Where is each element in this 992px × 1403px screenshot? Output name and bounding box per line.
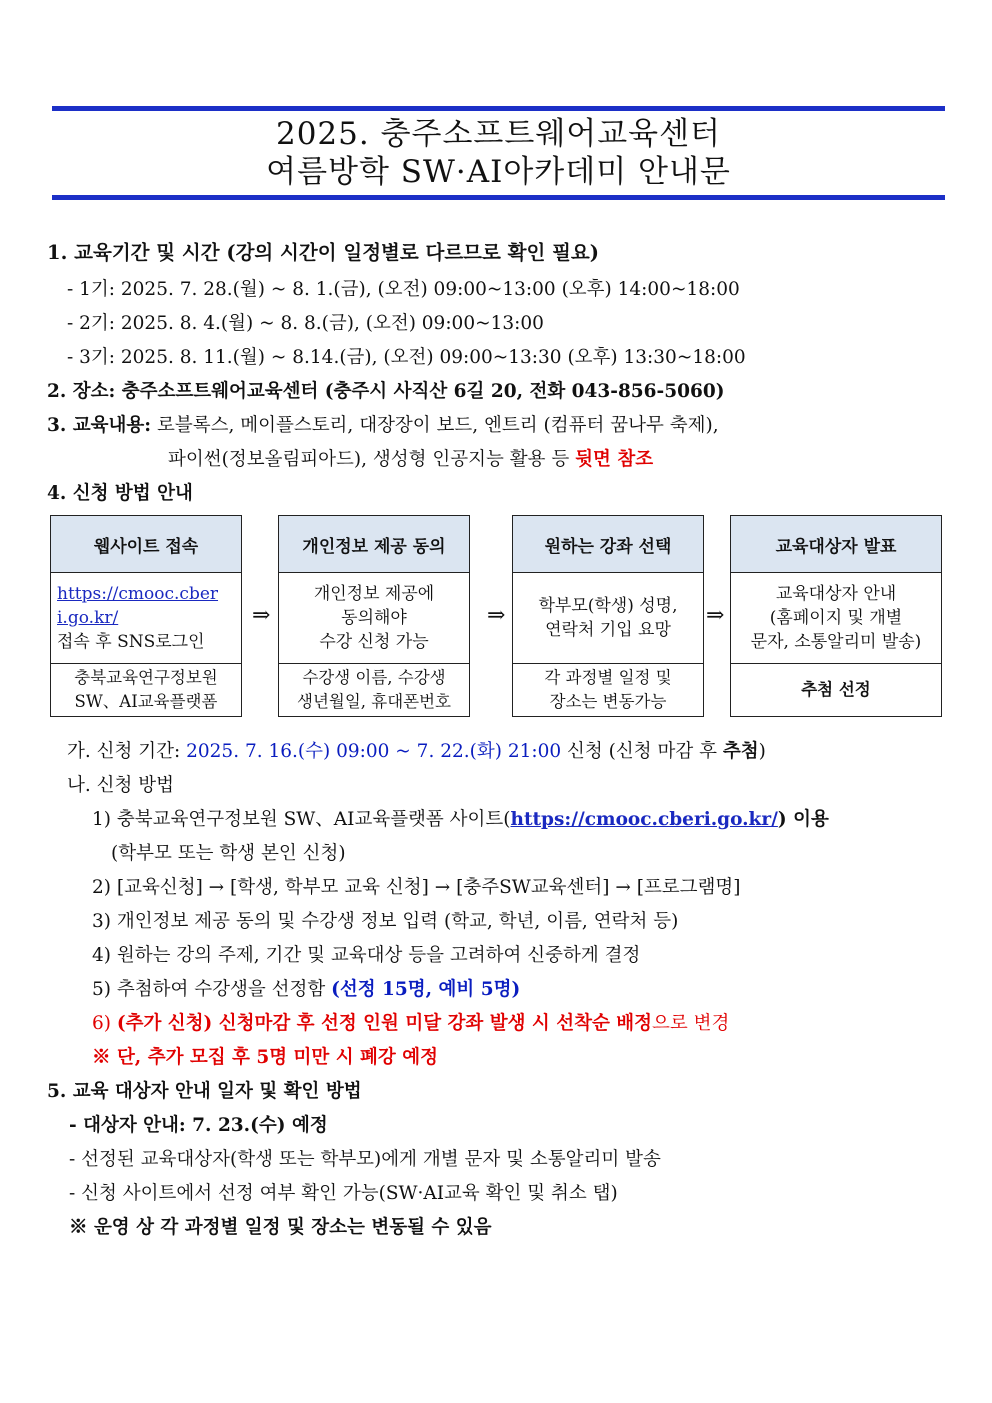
flow-step-course [512, 515, 704, 717]
section4-heading: 4. 신청 방법 안내 [47, 483, 193, 504]
method-step-3: 3) 개인정보 제공 동의 및 수강생 정보 입력 (학교, 학년, 이름, 연락처 등) [92, 911, 679, 932]
session-2: - 2기: 2025. 8. 4.(월) ~ 8. 8.(금), (오전) 09:00~13:00 [67, 313, 544, 334]
flow-step-course-title: 원하는 강좌 선택 [513, 516, 703, 573]
flow-step-website-title: 웹사이트 접속 [51, 516, 241, 573]
document-body [47, 233, 947, 1245]
sns-login-text: 접속 후 SNS로그인 [57, 632, 205, 652]
notification-method: - 선정된 교육대상자(학생 또는 학부모)에게 개별 문자 및 소통알리미 발송 [69, 1149, 661, 1170]
method-step-1-note: (학부모 또는 학생 본인 신청) [111, 843, 346, 864]
cmooc-site-link[interactable]: https://cmooc.cberi.go.kr/ [510, 809, 778, 830]
session-1: - 1기: 2025. 7. 28.(월) ~ 8. 1.(금), (오전) 09:00~13:00 (오후) 14:00~18:00 [67, 279, 740, 300]
method-step-6: 6) (추가 신청) 신청마감 후 선정 인원 미달 강좌 발생 시 선착순 배정으로 변경 [92, 1013, 730, 1034]
application-period: 가. 신청 기간: 2025. 7. 16.(수) 09:00 ~ 7. 22.(화) 21:00 신청 (신청 마감 후 추첨) [67, 741, 766, 762]
flow-step-consent [278, 515, 470, 717]
announcement-date: - 대상자 안내: 7. 23.(수) 예정 [69, 1115, 328, 1136]
document-title [52, 111, 945, 195]
title-line-1: 2025. 충주소프트웨어교육센터 [275, 116, 721, 152]
method-step-2: 2) [교육신청] → [학생, 학부모 교육 신청] → [충주SW교육센터] → [프로그램명] [92, 877, 741, 898]
flow-step-announcement [730, 515, 942, 717]
flow-step-consent-note: 수강생 이름, 수강생 생년월일, 휴대폰번호 [297, 668, 451, 711]
flow-step-course-body: 학부모(학생) 성명, 연락처 기입 요망 [513, 573, 703, 664]
section1-heading: 1. 교육기간 및 시간 (강의 시간이 일정별로 다르므로 확인 필요) [47, 241, 599, 264]
cmooc-link[interactable]: https://cmooc.cber i.go.kr/ [57, 584, 219, 628]
flow-step-announcement-title: 교육대상자 발표 [731, 516, 941, 573]
title-line-2: 여름방학 SW·AI아카데미 안내문 [266, 154, 731, 190]
section5-heading: 5. 교육 대상자 안내 일자 및 확인 방법 [47, 1081, 362, 1102]
title-block [52, 106, 945, 200]
flow-step-consent-body: 개인정보 제공에 동의해야 수강 신청 가능 [279, 573, 469, 664]
application-dates: 2025. 7. 16.(수) 09:00 ~ 7. 22.(화) 21:00 [186, 741, 562, 762]
method-step-4: 4) 원하는 강의 주제, 기간 및 교육대상 등을 고려하여 신중하게 결정 [92, 945, 641, 966]
flow-step-website-body [51, 573, 241, 664]
section3-label: 3. 교육내용: [47, 415, 152, 436]
title-bottom-rule [52, 195, 945, 200]
flow-step-website [50, 515, 242, 717]
selection-count: (선정 15명, 예비 5명) [331, 979, 521, 1000]
method-step-1: 1) 충북교육연구정보원 SW、AI교육플랫폼 사이트(https://cmooc.cberi.go.kr/) 이용 [92, 809, 829, 830]
flow-arrow-3: ⇒ [706, 603, 725, 628]
section3-content-1: 로블록스, 메이플스토리, 대장장이 보드, 엔트리 (컴퓨터 꿈나무 축제), [151, 415, 719, 436]
section3-content-2: 파이썬(정보올림피아드), 생성형 인공지능 활용 등 [168, 449, 576, 470]
method-heading: 나. 신청 방법 [67, 775, 174, 796]
schedule-change-note: ※ 운영 상 각 과정별 일정 및 장소는 변동될 수 있음 [69, 1217, 492, 1238]
confirmation-method: - 신청 사이트에서 선정 여부 확인 가능(SW·AI교육 확인 및 취소 탭) [69, 1183, 618, 1204]
section2-heading: 2. 장소: 충주소프트웨어교육센터 (충주시 사직산 6길 20, 전화 043-856-5060) [47, 381, 725, 402]
section3-line2 [47, 443, 947, 477]
method-step-5: 5) 추첨하여 수강생을 선정함 (선정 15명, 예비 5명) [92, 979, 521, 1000]
flow-step-course-note: 각 과정별 일정 및 장소는 변동가능 [544, 668, 672, 711]
lottery-selection: 추첨 선정 [801, 680, 871, 699]
session-3: - 3기: 2025. 8. 11.(월) ~ 8.14.(금), (오전) 09:00~13:30 (오후) 13:30~18:00 [67, 347, 746, 368]
flow-arrow-1: ⇒ [252, 603, 271, 628]
back-page-reference: 뒷면 참조 [575, 449, 654, 470]
application-flow [47, 515, 947, 731]
section3-line1 [47, 409, 947, 443]
flow-step-website-note: 충북교육연구정보원 SW、AI교육플랫폼 [74, 668, 218, 711]
flow-step-announcement-body: 교육대상자 안내 (홈페이지 및 개별 문자, 소통알리미 발송) [731, 573, 941, 664]
cancellation-note: ※ 단, 추가 모집 후 5명 미만 시 폐강 예정 [92, 1047, 438, 1068]
flow-arrow-2: ⇒ [487, 603, 506, 628]
flow-step-consent-title: 개인정보 제공 동의 [279, 516, 469, 573]
